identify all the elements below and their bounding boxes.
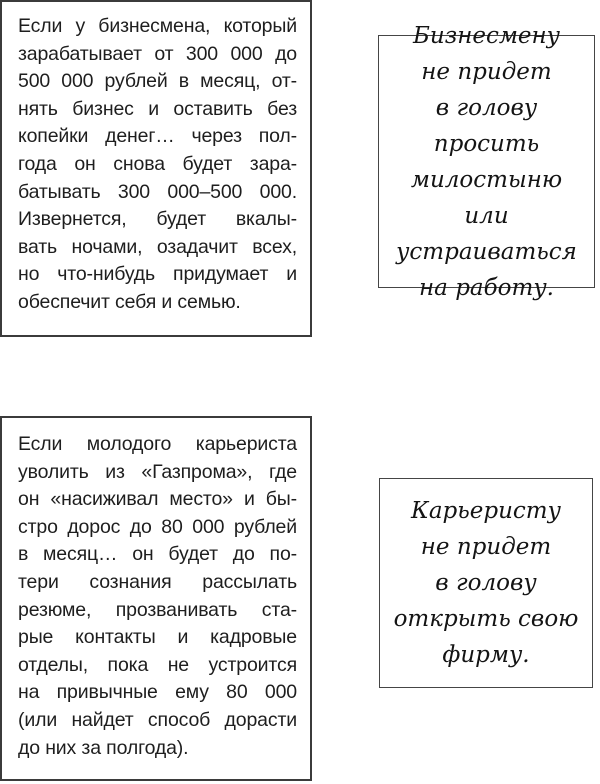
text-line: нять бизнес и оставить без (18, 97, 297, 120)
text-line: копейки денег… через пол- (18, 125, 297, 148)
text-line: Бизнесмену (412, 22, 561, 49)
text-line: Если у бизнесмена, который (18, 15, 297, 37)
text-line: вать ночами, озадачит всех, (18, 235, 297, 258)
careerist-paragraph-box (0, 416, 312, 781)
businessman-paragraph-text (18, 13, 297, 317)
text-line: тери сознания рассылать (18, 570, 297, 593)
text-line: на привычные ему 80 000 (18, 681, 297, 704)
text-line: в месяц… он будет до по- (18, 543, 297, 566)
careerist-note-box (379, 478, 593, 688)
text-line: не придет (421, 58, 552, 85)
businessman-note-text (387, 18, 586, 306)
text-line: Если молодого карьериста (18, 433, 297, 455)
text-line: резюме, прозванивать ста- (18, 598, 297, 621)
careerist-paragraph-text (18, 431, 297, 762)
text-line: рые контакты и кадровые (18, 626, 297, 649)
text-line: до них за полгода). (18, 736, 189, 759)
text-line: фирму. (442, 642, 530, 668)
text-line: милостыню или (410, 166, 563, 229)
text-line: но что-нибудь придумает и (18, 263, 297, 286)
businessman-paragraph-box (0, 0, 312, 337)
text-line: он «насиживал место» и бы- (18, 488, 297, 511)
text-line: на работу. (419, 274, 554, 301)
text-line: (или найдет способ дорасти (18, 708, 297, 731)
text-line: в голову (435, 570, 537, 596)
text-line: Извернется, будет вкалы- (18, 208, 297, 231)
text-line: Карьеристу (411, 498, 561, 524)
careerist-note-text (388, 493, 584, 673)
text-line: открыть свою (393, 606, 579, 632)
text-line: батывать 300 000–500 000. (18, 180, 297, 203)
text-line: отделы, пока не устроится (18, 653, 297, 676)
text-line: устраиваться (396, 238, 577, 265)
text-line: года он снова будет зара- (18, 152, 297, 175)
text-line: в голову просить (433, 94, 540, 157)
text-line: обеспечит себя и семью. (18, 290, 241, 313)
text-line: не придет (420, 534, 552, 560)
text-line: 500 000 рублей в месяц, от- (18, 70, 297, 93)
text-line: стро дорос до 80 000 рублей (18, 515, 297, 538)
businessman-note-box (378, 22, 595, 301)
text-line: уволить из «Газпрома», где (18, 460, 297, 483)
text-line: зарабатывает от 300 000 до (18, 42, 297, 65)
